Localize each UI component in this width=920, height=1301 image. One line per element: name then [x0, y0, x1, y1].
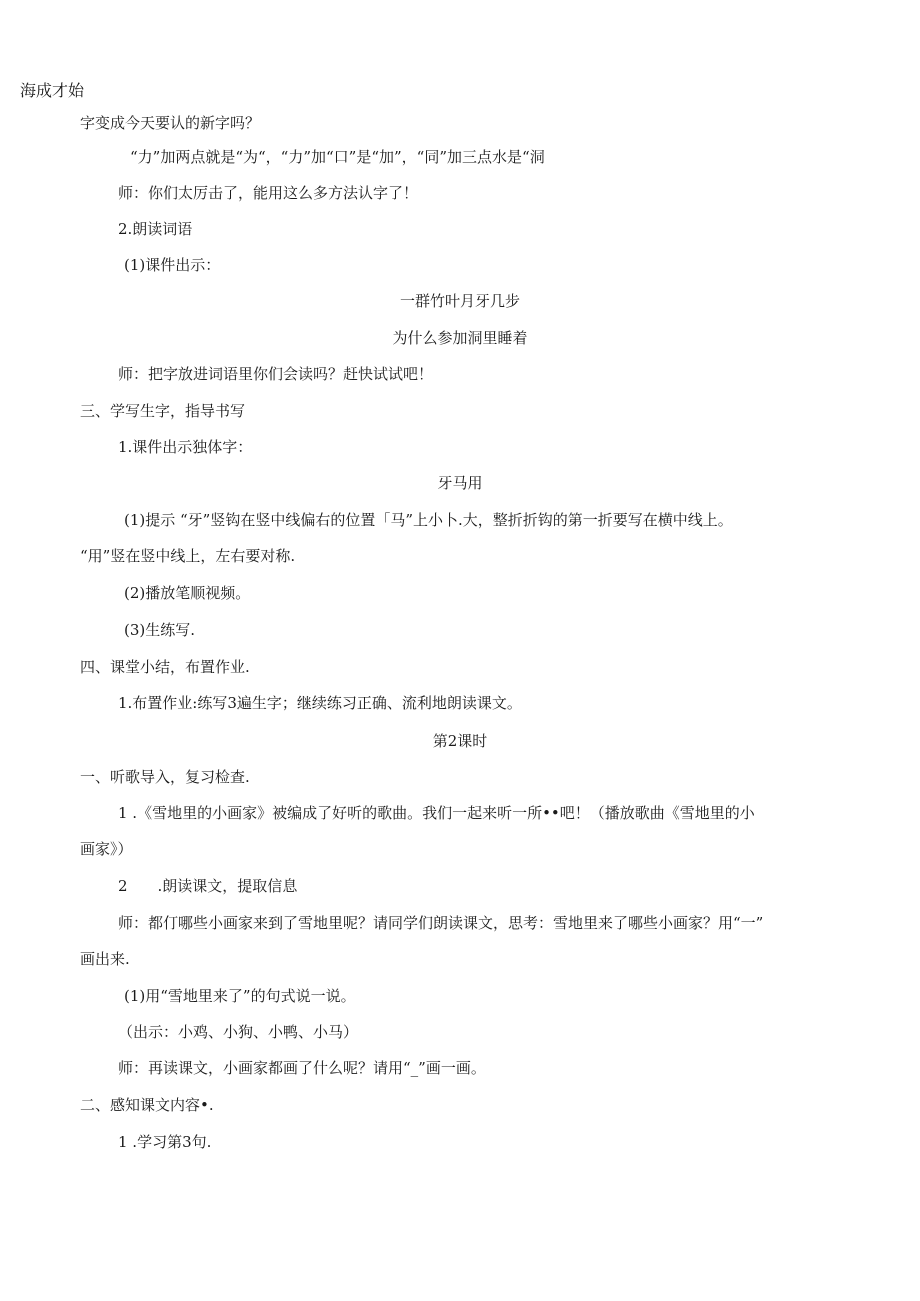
text-line: “力”加两点就是“为“，“力”加“口”是“加”，“同”加三点水是“洞 [130, 148, 545, 166]
text-line: 字变成今天要认的新字吗？ [80, 114, 261, 132]
word-list: 一群竹叶月牙几步 [399, 292, 520, 310]
text-line: (2)播放笔顺视频。 [124, 584, 251, 602]
text-line: (1)提示 “牙”竖钩在竖中线偏右的位置「马”上小卜.大，整折折钩的第一折要写在横中线上。 [124, 511, 733, 529]
text-line: 画出来. [80, 950, 130, 968]
text-line: 1.布置作业:练写3遍生字；继续练习正确、流利地朗读课文。 [118, 694, 522, 712]
word-list: 为什么参加洞里睡着 [392, 329, 528, 347]
section-heading: 四、课堂小结，布置作业. [80, 658, 250, 676]
text-line: 1 .学习第3句. [118, 1133, 212, 1151]
text-line: （出示：小鸡、小狗、小鸭、小马） [118, 1023, 359, 1041]
text-line: (3)生练写. [124, 621, 196, 639]
text-line: 2 .朗读课文，提取信息 [118, 877, 298, 895]
lesson-title: 第2课时 [432, 732, 488, 750]
text-line: (1)课件出示： [124, 256, 221, 274]
text-line: (1)用“雪地里来了”的句式说一说。 [124, 987, 356, 1005]
text-line: 师：把字放进词语里你们会读吗？赶快试试吧！ [118, 365, 434, 383]
section-heading: 一、听歌导入，复习检查. [80, 768, 250, 786]
section-heading: 三、学写生字，指导书写 [80, 402, 246, 420]
text-line: 师：再读课文，小画家都画了什么呢？请用“_”画一画。 [118, 1059, 486, 1077]
character-list: 牙马用 [437, 474, 483, 492]
page-header: 海成才始 [20, 81, 85, 100]
text-line: 画家》） [80, 840, 133, 858]
text-line: 1 .《雪地里的小画家》被编成了好听的歌曲。我们一起来听一所••吧！（播放歌曲《雪地里的小 [118, 804, 755, 822]
section-heading: 2.朗读词语 [118, 220, 193, 238]
text-line: 师：都仃哪些小画家来到了雪地里呢？请同学们朗读课文，思考：雪地里来了哪些小画家？用“一” [118, 914, 764, 932]
text-line: 1.课件出示独体字： [118, 438, 253, 456]
text-line: 师：你们太厉击了，能用这么多方法认字了！ [118, 184, 419, 202]
section-heading: 二、感知课文内容•. [80, 1096, 214, 1114]
text-line: “用”竖在竖中线上，左右要对称. [80, 547, 296, 565]
